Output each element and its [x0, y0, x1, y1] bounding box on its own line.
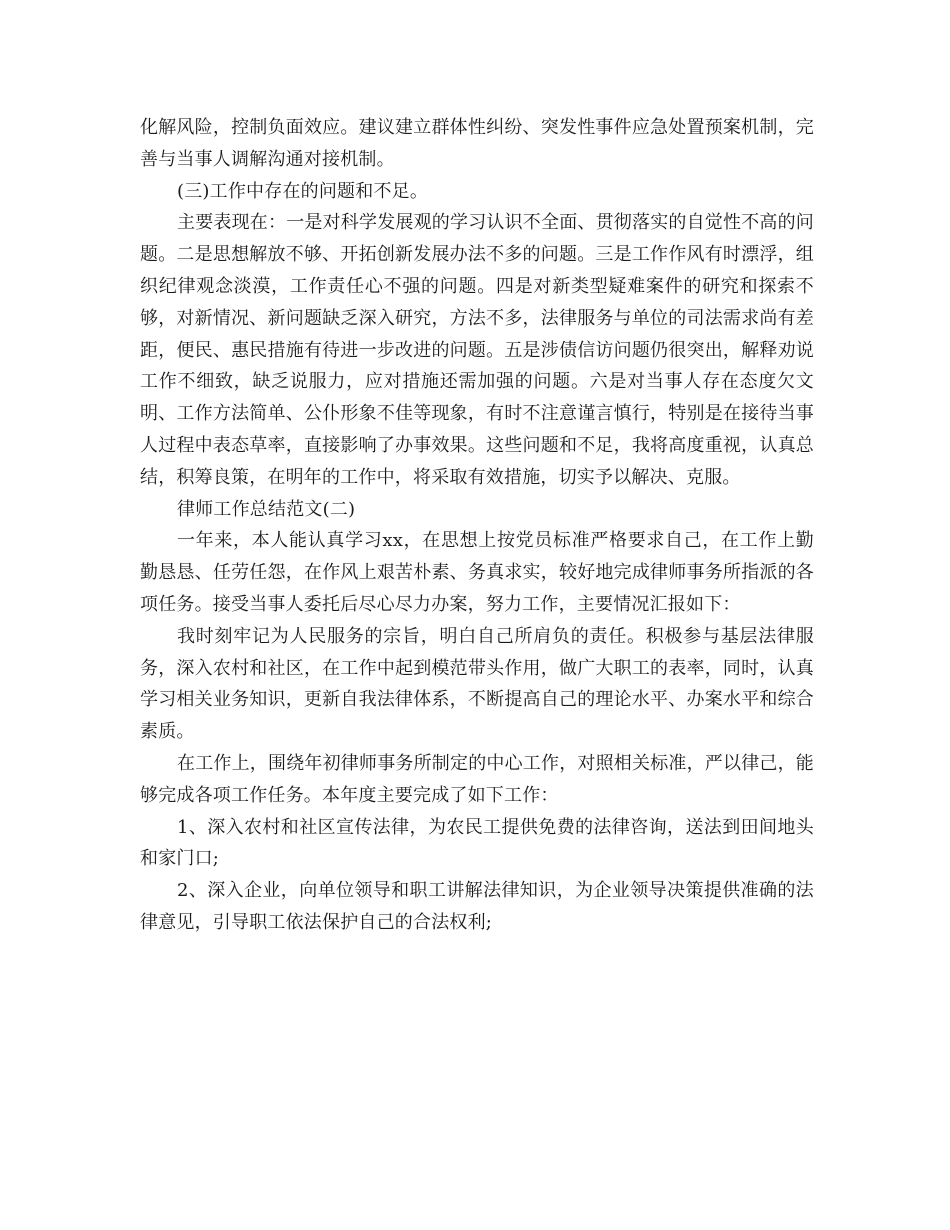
list-item-2: 2、深入企业，向单位领导和职工讲解法律知识，为企业领导决策提供准确的法律意见，引导职工依法保护自己的合法权利; [140, 880, 814, 933]
paragraph-service: 我时刻牢记为人民服务的宗旨，明白自己所肩负的责任。积极参与基层法律服务，深入农村和社区，在工作中起到模范带头作用，做广大职工的表率，同时，认真学习相关业务知识，更新自我法律体系，不断提高自己的理论水平、办案水平和综合素质。 [140, 625, 814, 743]
paragraph-intro: 一年来，本人能认真学习xx，在思想上按党员标准严格要求自己，在工作上勤勤恳恳、任劳任怨，在作风上艰苦朴素、务真求实，较好地完成律师事务所指派的各项任务。接受当事人委托后尽心尽力办案，努力工作，主要情况汇报如下： [140, 530, 814, 615]
list-item-1: 1、深入农村和社区宣传法律，为农民工提供免费的法律咨询，送法到田间地头和家门口; [140, 816, 814, 870]
section-heading-problems: (三)工作中存在的问题和不足。 [177, 180, 429, 202]
paragraph-work: 在工作上，围绕年初律师事务所制定的中心工作，对照相关标准，严以律己，能够完成各项工作任务。本年度主要完成了如下工作： [140, 752, 814, 806]
section-heading-sample-two: 律师工作总结范文(二) [177, 498, 356, 520]
paragraph-problems: 主要表现在：一是对科学发展观的学习认识不全面、贯彻落实的自觉性不高的问题。二是思想解放不够、开拓创新发展办法不多的问题。三是工作作风有时漂浮，组织纪律观念淡漠，工作责任心不强的问题。四是对新类型疑难案件的研究和探索不够，对新情况、新问题缺乏深入研究，方法不多，法律服务与单位的司法需求尚有差距，便民、惠民措施有待进一步改进的问题。五是涉债信访问题仍很突出，解释劝说工作不细致，缺乏说服力，应对措施还需加强的问题。六是对当事人存在态度欠文明、工作方法简单、公仆形象不佳等现象，有时不注意谨言慎行，特别是在接待当事人过程中表态草率，直接影响了办事效果。这些问题和不足，我将高度重视，认真总结，积筹良策，在明年的工作中，将采取有效措施，切实予以解决、克服。 [140, 212, 814, 488]
paragraph-continuation: 化解风险，控制负面效应。建议建立群体性纠纷、突发性事件应急处置预案机制，完善与当事人调解沟通对接机制。 [140, 117, 814, 170]
document-page [140, 112, 814, 939]
